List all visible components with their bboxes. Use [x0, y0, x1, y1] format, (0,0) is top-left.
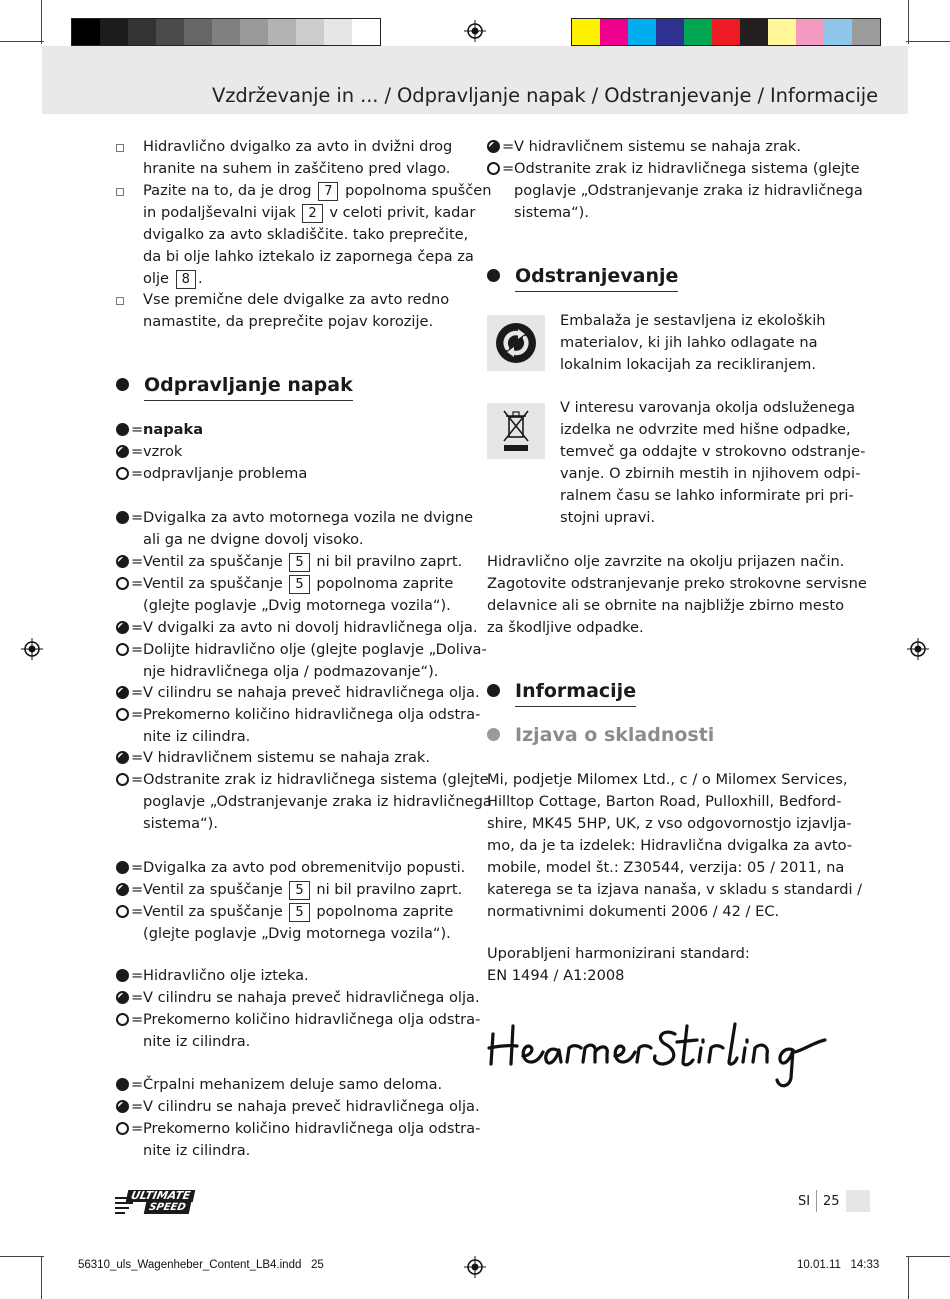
- text-line: namastite, da preprečite pojav korozije.: [143, 313, 434, 330]
- page-tab: [846, 1190, 870, 1212]
- greyscale-swatch: [296, 19, 324, 45]
- recycle-icon: [487, 315, 545, 371]
- crop-mark: [906, 41, 950, 42]
- square-bullet-icon: [116, 188, 124, 196]
- text-line: v celoti privit, kadar: [329, 204, 476, 221]
- text-line: Ventil za spuščanje: [143, 903, 283, 920]
- text-line: Ventil za spuščanje: [143, 575, 283, 592]
- half-circle-icon: [116, 883, 129, 896]
- empty-circle-icon: [116, 577, 129, 590]
- text-line: dvigalko za avto skladiščite. tako preprečite,: [143, 226, 469, 243]
- text-line: ni bil pravilno zaprt.: [316, 881, 463, 898]
- greyscale-swatch: [240, 19, 268, 45]
- process-color-swatch: [852, 19, 880, 45]
- crop-mark: [41, 1256, 42, 1299]
- weee-text: [560, 397, 865, 529]
- signature: [487, 1012, 832, 1090]
- slug-file-info: 56310_uls_Wagenheber_Content_LB4.indd 25: [78, 1259, 324, 1271]
- filled-circle-icon: [116, 969, 129, 982]
- bullet-dot-icon: [487, 684, 500, 697]
- half-circle-icon: [116, 751, 129, 764]
- greyscale-color-bar: [71, 18, 381, 46]
- part-number-ref: 8: [176, 270, 196, 289]
- text-line: lokalnim lokacijah za recikliranjem.: [560, 356, 817, 373]
- half-circle-icon: [116, 1100, 129, 1113]
- greyscale-swatch: [352, 19, 380, 45]
- bullet-dot-icon: [487, 728, 500, 741]
- filled-circle-icon: [116, 423, 129, 436]
- empty-circle-icon: [116, 773, 129, 786]
- greyscale-swatch: [156, 19, 184, 45]
- text-line: V cilindru se nahaja preveč hidravličnega olja.: [143, 1098, 480, 1115]
- text-line: popolnoma zaprite: [316, 903, 454, 920]
- crop-mark: [0, 1256, 44, 1257]
- text-line: Ventil za spuščanje: [143, 881, 283, 898]
- text-line: Ventil za spuščanje: [143, 553, 283, 570]
- page-title: Vzdrževanje in ... / Odpravljanje napak / Odstranjevanje / Informacije: [211, 84, 878, 107]
- text-line: Hidravlično olje izteka.: [143, 967, 309, 984]
- text-line: EN 1494 / A1:2008: [487, 967, 625, 984]
- text-line: vanje. O zbirnih mestih in njihovem odpi-: [560, 465, 861, 482]
- text-line: Hidravlično dvigalko za avto in dvižni drog: [143, 138, 453, 155]
- text-line: Odstranite zrak iz hidravličnega sistema (glejte: [143, 771, 489, 788]
- text-line: Hilltop Cottage, Barton Road, Pulloxhill, Bedford-: [487, 793, 842, 810]
- greyscale-swatch: [72, 19, 100, 45]
- text-line: V hidravličnem sistemu se nahaja zrak.: [143, 749, 430, 766]
- language-code: SI: [798, 1194, 811, 1209]
- process-color-bar: [571, 18, 881, 46]
- text-line: mobile, model št.: Z30544, verzija: 05 / 2011, na: [487, 859, 845, 876]
- text-line: Zagotovite odstranjevanje preko strokovne servisne: [487, 575, 867, 592]
- brand-logo-top: ULTIMATE: [126, 1190, 196, 1202]
- process-color-swatch: [656, 19, 684, 45]
- section-title: Odstranjevanje: [515, 263, 678, 292]
- page-divider: [816, 1190, 817, 1212]
- text-line: Uporabljeni harmonizirani standard:: [487, 945, 750, 962]
- declaration-text: [487, 769, 862, 923]
- text-line: nje hidravličnega olja / podmazovanje“).: [143, 663, 439, 680]
- crop-mark: [908, 1256, 909, 1299]
- text-line: Prekomerno količino hidravličnega olja odstra-: [143, 1120, 481, 1137]
- crop-mark: [908, 0, 909, 44]
- greyscale-swatch: [212, 19, 240, 45]
- text-line: za škodljive odpadke.: [487, 619, 644, 636]
- text-line: Prekomerno količino hidravličnega olja odstra-: [143, 1011, 481, 1028]
- text-line: stojni upravi.: [560, 509, 656, 526]
- empty-circle-icon: [116, 708, 129, 721]
- text-line: V cilindru se nahaja preveč hidravličnega olja.: [143, 989, 480, 1006]
- text-line: Dvigalka za avto motornega vozila ne dvigne: [143, 509, 473, 526]
- half-circle-icon: [116, 445, 129, 458]
- text-line: temveč ga oddajte v strokovno odstranje-: [560, 443, 866, 460]
- text-line: popolnoma spuščen: [345, 182, 492, 199]
- text-line: izdelka ne odvrzite med hišne odpadke,: [560, 421, 851, 438]
- text-line: sistema“).: [143, 815, 219, 832]
- text-line: in podaljševalni vijak: [143, 204, 296, 221]
- process-color-swatch: [824, 19, 852, 45]
- greyscale-swatch: [128, 19, 156, 45]
- standards-text: [487, 943, 750, 987]
- text-line: nite iz cilindra.: [143, 1033, 251, 1050]
- process-color-swatch: [628, 19, 656, 45]
- half-circle-icon: [116, 621, 129, 634]
- text-line: sistema“).: [514, 204, 590, 221]
- crossed-bin-icon: [487, 403, 545, 459]
- empty-circle-icon: [487, 162, 500, 175]
- text-line: (glejte poglavje „Dvig motornega vozila“).: [143, 597, 451, 614]
- process-color-swatch: [684, 19, 712, 45]
- crop-mark: [0, 41, 44, 42]
- square-bullet-icon: [116, 297, 124, 305]
- text-line: Črpalni mehanizem deluje samo deloma.: [143, 1076, 443, 1093]
- text-line: delavnice ali se obrnite na najbližje zbirno mesto: [487, 597, 845, 614]
- legend-label: odpravljanje problema: [143, 465, 308, 482]
- empty-circle-icon: [116, 905, 129, 918]
- legend-label: vzrok: [143, 443, 183, 460]
- bullet-dot-icon: [487, 269, 500, 282]
- part-number-ref: 7: [318, 182, 338, 201]
- bullet-dot-icon: [116, 378, 129, 391]
- empty-circle-icon: [116, 1122, 129, 1135]
- half-circle-icon: [116, 555, 129, 568]
- text-line: Vse premične dele dvigalke za avto redno: [143, 291, 450, 308]
- half-circle-icon: [487, 140, 500, 153]
- page-number: 25: [823, 1194, 840, 1209]
- registration-mark-icon: [21, 638, 43, 660]
- process-color-swatch: [768, 19, 796, 45]
- text-line: katerega se ta izjava nanaša, v skladu s standardi /: [487, 881, 863, 898]
- half-circle-icon: [116, 991, 129, 1004]
- text-line: Pazite na to, da je drog: [143, 182, 312, 199]
- crop-mark: [41, 0, 42, 44]
- text-line: Prekomerno količino hidravličnega olja odstra-: [143, 706, 481, 723]
- text-line: mo, da je ta izdelek: Hidravlična dvigalka za avto-: [487, 837, 853, 854]
- part-number-ref: 5: [289, 553, 309, 572]
- filled-circle-icon: [116, 511, 129, 524]
- text-line: V hidravličnem sistemu se nahaja zrak.: [514, 138, 801, 155]
- crop-mark: [906, 1256, 950, 1257]
- text-line: poglavje „Odstranjevanje zraka iz hidravličnega: [143, 793, 492, 810]
- text-line: nite iz cilindra.: [143, 728, 251, 745]
- text-line: ni bil pravilno zaprt.: [316, 553, 463, 570]
- text-line: hranite na suhem in zaščiteno pred vlago.: [143, 160, 451, 177]
- text-line: Mi, podjetje Milomex Ltd., c / o Milomex Services,: [487, 771, 848, 788]
- half-circle-icon: [116, 686, 129, 699]
- text-line: nite iz cilindra.: [143, 1142, 251, 1159]
- process-color-swatch: [740, 19, 768, 45]
- text-line: Odstranite zrak iz hidravličnega sistema (glejte: [514, 160, 860, 177]
- brand-logo: [115, 1190, 201, 1216]
- text-line: Dolijte hidravlično olje (glejte poglavje „Doliva-: [143, 641, 487, 658]
- text-line: Embalaža je sestavljena iz ekoloških: [560, 312, 826, 329]
- registration-mark-icon: [907, 638, 929, 660]
- greyscale-swatch: [100, 19, 128, 45]
- square-bullet-icon: [116, 144, 124, 152]
- filled-circle-icon: [116, 1078, 129, 1091]
- empty-circle-icon: [116, 643, 129, 656]
- registration-mark-icon: [464, 20, 486, 42]
- text-line: ralnem času se lahko informirate pri pri-: [560, 487, 854, 504]
- recycle-text: [560, 310, 826, 376]
- part-number-ref: 2: [302, 204, 322, 223]
- part-number-ref: 5: [289, 903, 309, 922]
- section-title: Odpravljanje napak: [144, 372, 353, 401]
- text-line: olje: [143, 270, 170, 287]
- empty-circle-icon: [116, 467, 129, 480]
- text-line: V dvigalki za avto ni dovolj hidravličnega olja.: [143, 619, 478, 636]
- subsection-title: Izjava o skladnosti: [515, 724, 715, 746]
- text-line: materialov, ki jih lahko odlagate na: [560, 334, 818, 351]
- brand-logo-bottom: SPEED: [144, 1202, 191, 1214]
- registration-mark-icon: [464, 1256, 486, 1278]
- text-line: popolnoma zaprite: [316, 575, 454, 592]
- process-color-swatch: [572, 19, 600, 45]
- text-line: normativnimi dokumenti 2006 / 42 / EC.: [487, 903, 780, 920]
- part-number-ref: 5: [289, 575, 309, 594]
- empty-circle-icon: [116, 1013, 129, 1026]
- text-line: (glejte poglavje „Dvig motornega vozila“).: [143, 925, 451, 942]
- text-line: Hidravlično olje zavrzite na okolju prijazen način.: [487, 553, 845, 570]
- weee-icon-box: [487, 403, 545, 459]
- text-line: ali ga ne dvigne dovolj visoko.: [143, 531, 364, 548]
- filled-circle-icon: [116, 861, 129, 874]
- process-color-swatch: [796, 19, 824, 45]
- greyscale-swatch: [268, 19, 296, 45]
- legend-label: napaka: [143, 421, 204, 438]
- greyscale-swatch: [184, 19, 212, 45]
- greyscale-swatch: [324, 19, 352, 45]
- text-line: shire, MK45 5HP, UK, z vso odgovornostjo izjavlja-: [487, 815, 852, 832]
- text-line: V interesu varovanja okolja odsluženega: [560, 399, 856, 416]
- oil-disposal-text: [487, 551, 867, 639]
- part-number-ref: 5: [289, 881, 309, 900]
- slug-date-time: 10.01.11 14:33: [797, 1259, 880, 1271]
- process-color-swatch: [600, 19, 628, 45]
- recycle-icon-box: [487, 315, 545, 371]
- text-line: Dvigalka za avto pod obremenitvijo popusti.: [143, 859, 466, 876]
- text-line: V cilindru se nahaja preveč hidravličnega olja.: [143, 684, 480, 701]
- text-line: .: [197, 270, 203, 287]
- section-title: Informacije: [515, 678, 636, 707]
- text-line: poglavje „Odstranjevanje zraka iz hidravličnega: [514, 182, 863, 199]
- text-line: da bi olje lahko iztekalo iz zapornega čepa za: [143, 248, 474, 265]
- process-color-swatch: [712, 19, 740, 45]
